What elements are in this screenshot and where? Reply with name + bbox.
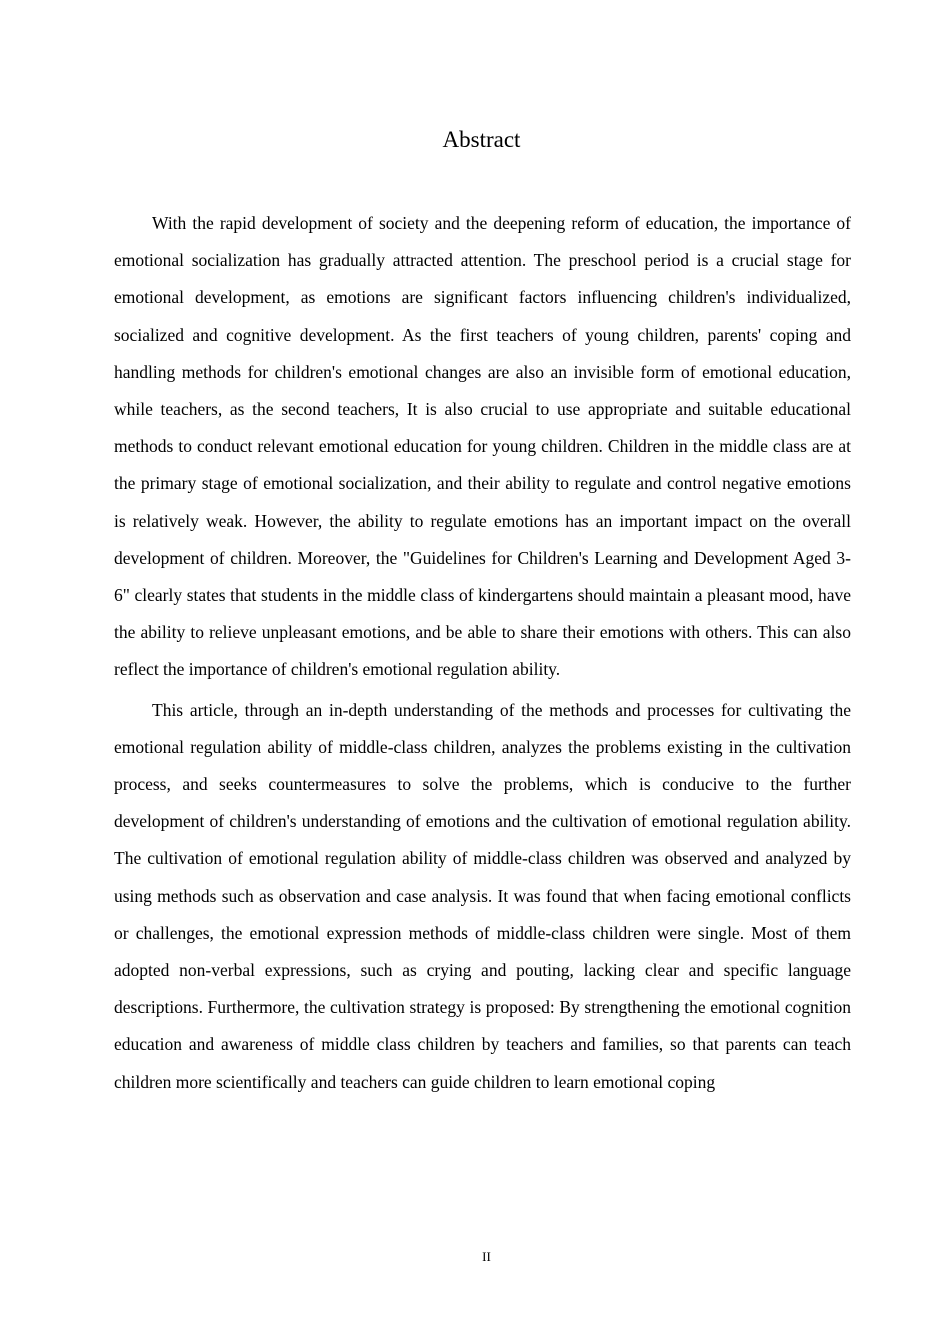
abstract-title: Abstract xyxy=(442,127,521,152)
abstract-paragraph-1: With the rapid development of society and the deepening reform of education, the importance of emotional socialization has gradually attracted attention. The preschool period is a crucial stage for emotional development, as emotions are significant factors influencing children's individualized, socialized and cognitive development. As the first teachers of young children, parents' coping and handling methods for children's emotional changes are also an invisible form of emotional education, while teachers, as the second teachers, It is also crucial to use appropriate and suitable educational methods to conduct relevant emotional education for young children. Children in the middle class are at the primary stage of emotional socialization, and their ability to regulate and control negative emotions is relatively weak. However, the ability to regulate emotions has an important impact on the overall development of children. Moreover, the "Guidelines for Children's Learning and Development Aged 3-6" clearly states that students in the middle class of kindergartens should maintain a pleasant mood, have the ability to relieve unpleasant emotions, and be able to share their emotions with others. This can also reflect the importance of children's emotional regulation ability. xyxy=(114,213,851,680)
abstract-paragraph-2: This article, through an in-depth understanding of the methods and processes for cultivating the emotional regulation ability of middle-class children, analyzes the problems existing in the cultivation process, and seeks countermeasures to solve the problems, which is conducive to the further development of children's understanding of emotions and the cultivation of emotional regulation ability. The cultivation of emotional regulation ability of middle-class children was observed and analyzed by using methods such as observation and case analysis. It was found that when facing emotional conflicts or challenges, the emotional expression methods of middle-class children were single. Most of them adopted non-verbal expressions, such as crying and pouting, lacking clear and specific language descriptions. Furthermore, the cultivation strategy is proposed: By strengthening the emotional cognition education and awareness of middle class children by teachers and families, so that parents can teach children more scientifically and teachers can guide children to learn emotional coping xyxy=(114,699,851,1092)
abstract-body xyxy=(114,205,851,1101)
page-number: II xyxy=(482,1249,491,1264)
